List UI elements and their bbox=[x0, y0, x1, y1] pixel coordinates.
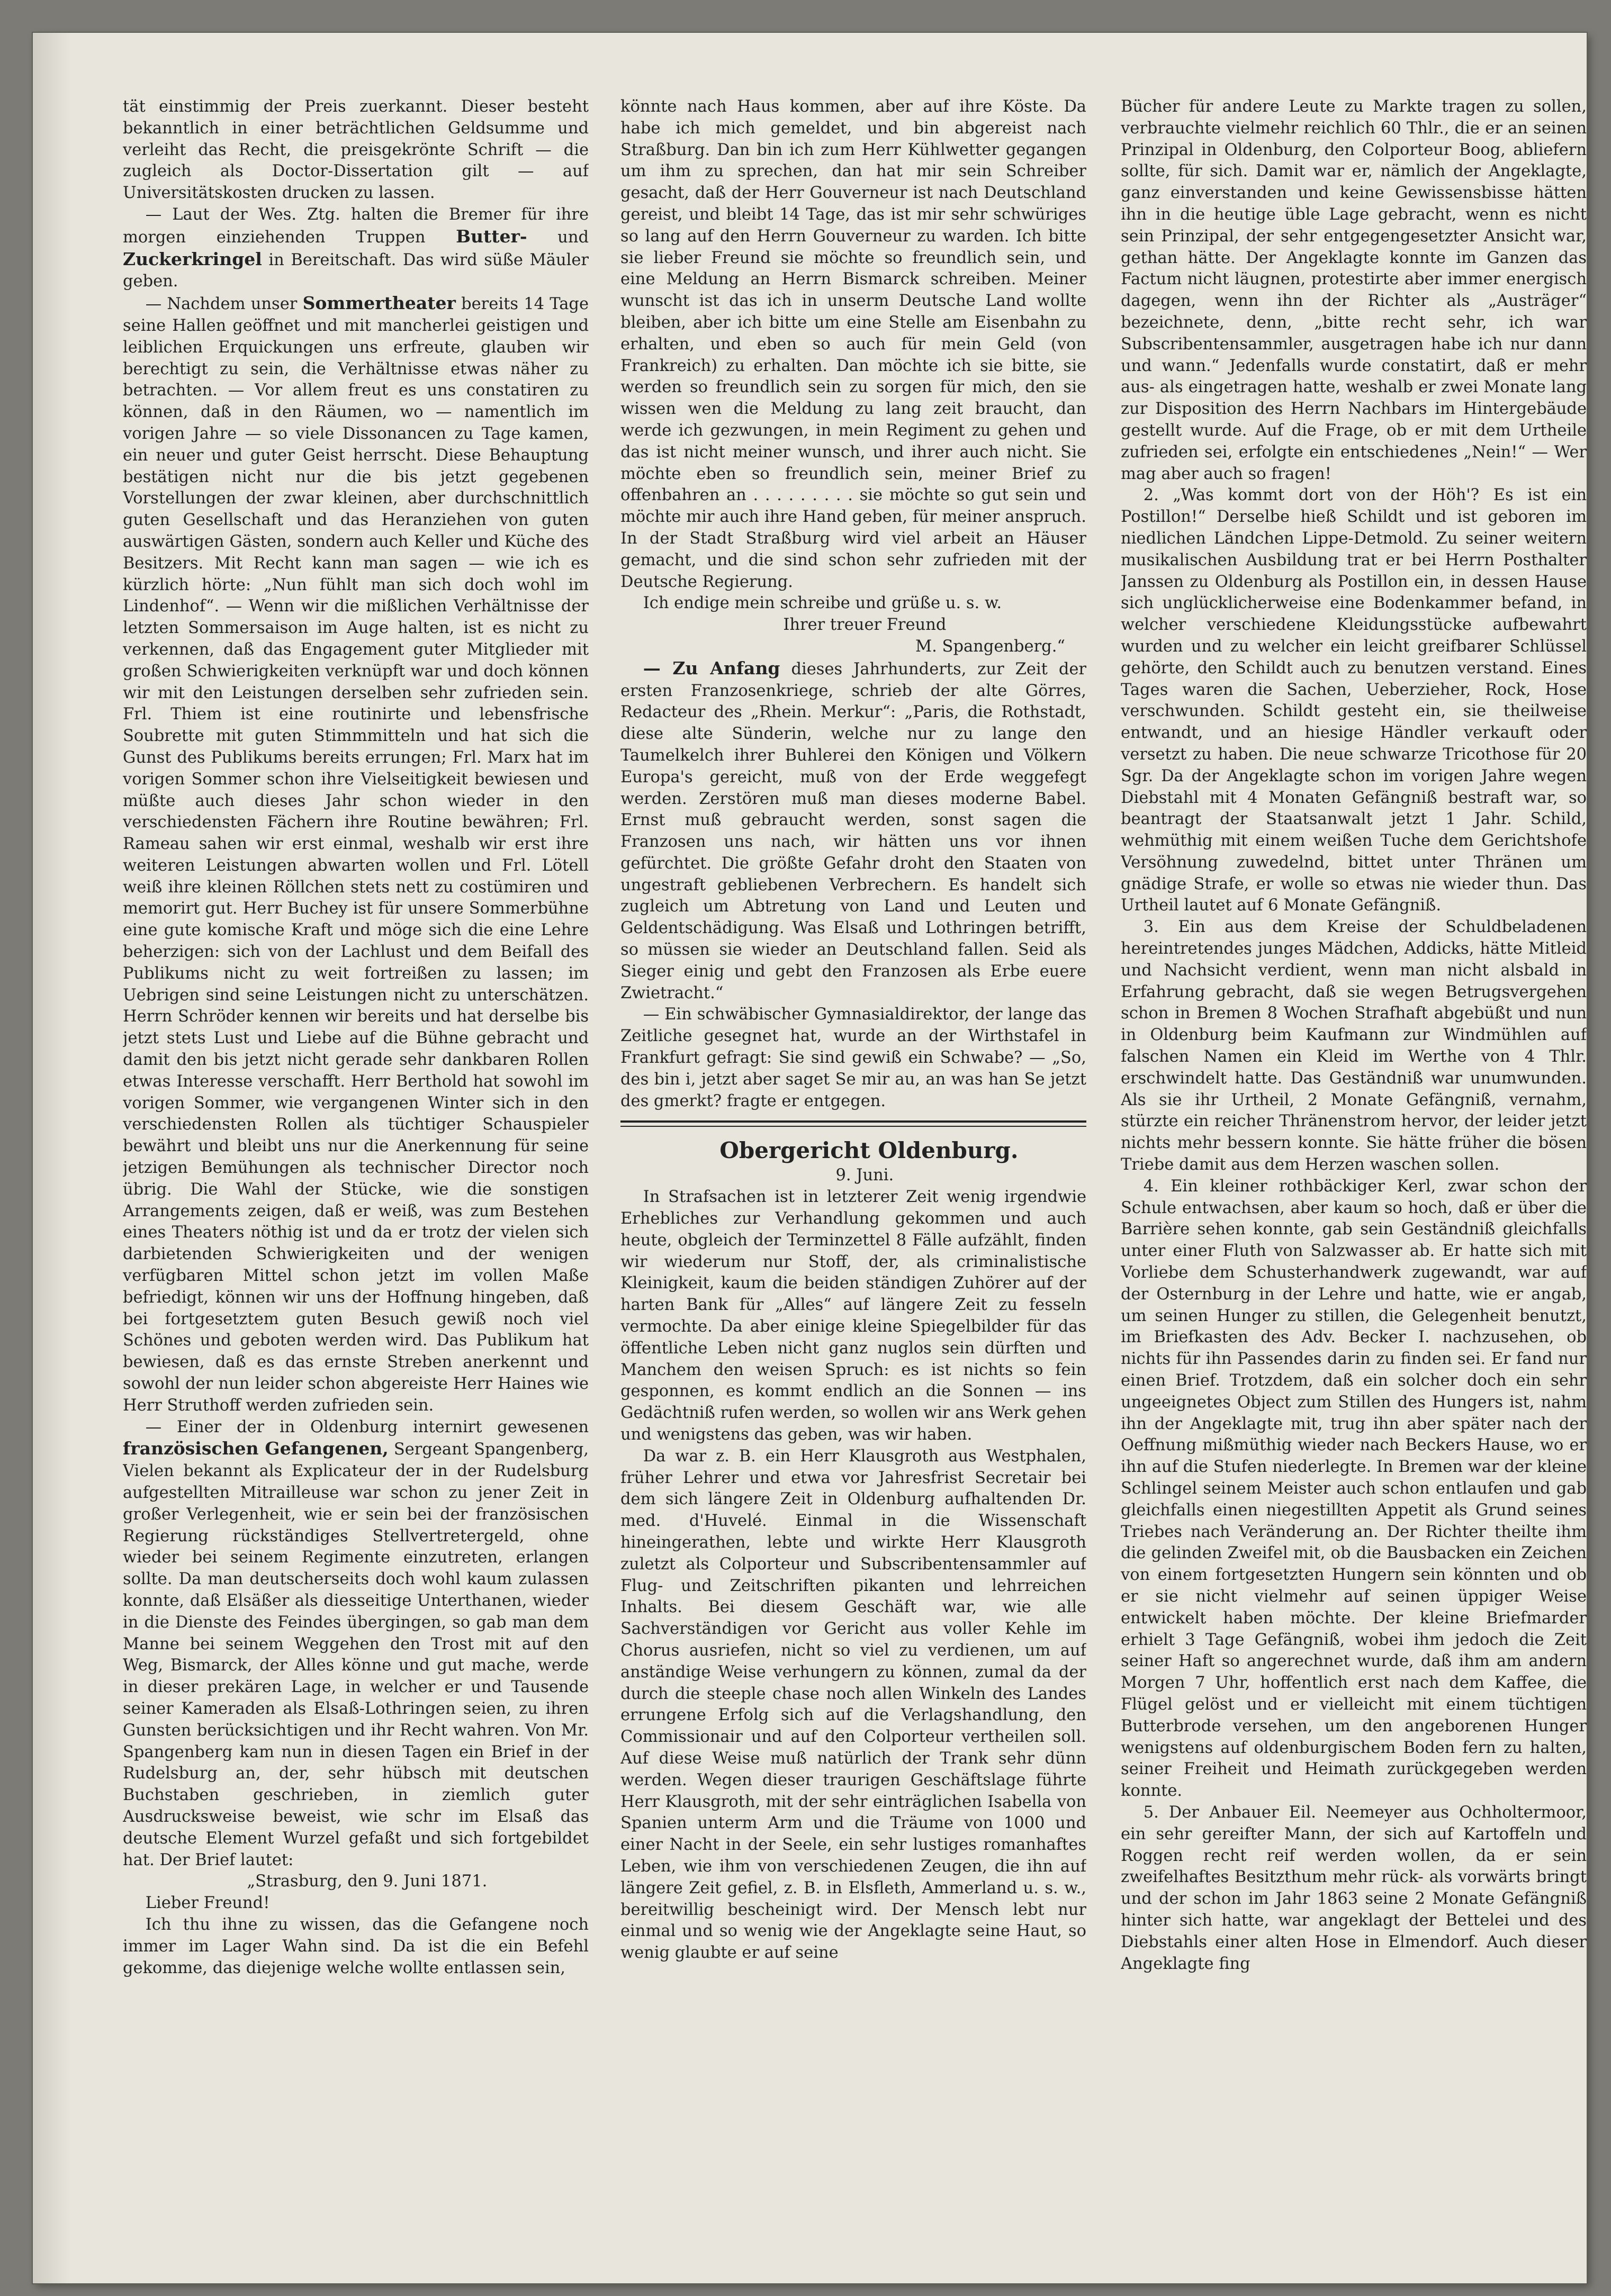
emphasis-sommertheater: Sommertheater bbox=[302, 293, 456, 314]
paragraph-case-2: 2. „Was kommt dort von der Höh'? Es ist ein Postillon!“ Derselbe hieß Schildt und ist geboren im niedlichen Ländchen Lippe-Detmold. Zu seiner weitern musikalischen Ausbildung trat er bei Herrn Posthalter Janssen zu Oldenburg als Postillon ein, in dessen Hause sich unglücklicherweise eine Bodenkammer befand, in welcher verschiedene Kleidungsstücke aufbewahrt wurden und zu welcher ein leicht greifbarer Schlüssel gehörte, den Schildt auch zu benutzen verstand. Eines Tages waren die Sachen, Ueberzieher, Rock, Hose verschwunden. Schildt gesteht ein, sie theilweise entwandt, und an hiesige Händler verkauft oder versetzt zu haben. Die neue schwarze Tricothose für 20 Sgr. Da der Angeklagte schon im vorigen Jahre wegen Diebstahl mit 4 Monaten Gefängniß bestraft war, so beantragt der Staatsanwalt jetzt 1 Jahr. Schild, wehmüthig mit einem weißen Tuche dem Gerichtshofe Versöhnung zuwedelnd, bittet unter Thränen um gnädige Strafe, er wolle so etwas nie wieder thun. Das Urtheil lautet auf 6 Monate Gefängniß. bbox=[1121, 486, 1587, 915]
paragraph-case-5: 5. Der Anbauer Eil. Neemeyer aus Ochholtermoor, ein sehr gereifter Mann, der sich auf Kartoffeln und Roggen recht reif werden wollen, da er sein zweifelhaftes Besitzthum mehr rück- als vorwärts bringt und der schon im Jahr 1863 seine 2 Monate Gefängniß hinter sich hatte, war angeklagt der Bettelei und des Diebstahls einer alten Hose in Elmendorf. Auch dieser Angeklagte fing bbox=[1121, 1803, 1587, 1973]
newspaper-page bbox=[33, 33, 1587, 2283]
text-run: — Einer der in Oldenburg internirt gewesenen bbox=[145, 1417, 589, 1436]
emphasis-zuckerkringel: Zuckerkringel bbox=[123, 248, 262, 269]
section-date: 9. Juni. bbox=[835, 1166, 894, 1185]
text-run: — Laut der Wes. Ztg. halten die Bremer für ihre morgen einziehenden Truppen bbox=[123, 205, 589, 247]
page-binding-edge bbox=[33, 33, 71, 2283]
paragraph-case-3: 3. Ein aus dem Kreise der Schuldbeladenen hereintretendes junges Mädchen, Addicks, hätte Mitleid und Nachsicht verdient, wenn man nicht alsbald in Erfahrung gebracht, daß sie wegen Betrugsvergehen schon in Bremen 8 Wochen Strafhaft abgebüßt und nun in Oldenburg beim Kaufmann zur Windmühlen auf falschen Namen ein Kleid im Werthe von 4 Thlr. erschwindelt hatte. Das Geständniß war unumwunden. Als sie ihr Urtheil, 2 Monate Gefängniß, vernahm, stürzte ein reicher Thränenstrom hervor, der leider jetzt nichts mehr bessern konnte. Sie hätte früher die bösen Triebe damit aus dem Herzen waschen sollen. bbox=[1121, 918, 1587, 1174]
letter-salutation: Lieber Freund! bbox=[145, 1894, 270, 1913]
paragraph-klausgroth: Da war z. B. ein Herr Klausgroth aus Westphalen, früher Lehrer und etwa vor Jahresfrist Secretair bei dem sich längere Zeit in Oldenburg aufhaltenden Dr. med. d'Huvelé. Einmal in die Wissenschaft hineingerathen, lebte und wirkte Herr Klausgroth zuletzt als Colporteur und Subscribentensammler auf Flug- und Zeitschriften pikanten und lehrreichen Inhalts. Bei diesem Geschäft war, wie alle Sachverständigen vor Gericht aus voller Kehle im Chorus ausriefen, nicht so viel zu verdienen, um auf anständige Weise verhungern zu können, zumal da der durch die steeple chase noch allen Winkeln des Landes errungene Erfolg sich auf die Verlagshandlung, den Commissionair und auf den Colporteur vertheilen soll. Auf diese Weise muß natürlich der Trank sehr dünn werden. Wegen dieser traurigen Geschäftslage führte Herr Klausgroth, mit der sehr einträglichen Isabella von Spanien unterm Arm und die Träume von 1000 und einer Nacht in der Seele, ein sehr lustiges romanhaftes Leben, wie ihm von verschiedenen Zeugen, die ihn auf längere Zeit gefiel, z. B. in Elsfleth, Ammerland u. s. w., bereitwillig bescheinigt wird. Der Mensch lebt nur einmal und so wenig wie der Angeklagte seine Haut, so wenig glaubte er auf seine bbox=[620, 1447, 1086, 1963]
text-run: bereits 14 Tage seine Hallen geöffnet und mit mancherlei geistigen und leiblichen Erquickungen uns erfreute, glauben wir berechtigt zu sein, die Verhältnisse etwas näher zu betrachten. — Vor allem freut es uns constatiren zu können, daß in den Räumen, wo — namentlich im vorigen Jahre — so viele Dissonancen zu Tage kamen, ein neuer und guter Geist herrscht. Diese Behauptung bestätigen nicht nur die bis jetzt gegebenen Vorstellungen der zwar kleinen, aber durchschnittlich guten Gesellschaft und das Heranziehen von guten auswärtigen Gästen, sondern auch Keller und Küche des Besitzers. Mit Recht kann man sagen — wie ich es kürzlich hörte: „Nun fühlt man sich doch wohl im Lindenhof“. — Wenn wir die mißlichen Verhältnisse der letzten Sommersaison im Auge halten, ist es nicht zu verkennen, daß das Engagement guter Mitglieder mit großen Schwierigkeiten verknüpft war und doch können wir mit den Leistungen derselben sehr zufrieden sein. Frl. Thiem ist eine routinirte und lebensfrische Soubrette mit guten Stimmmitteln und hat sich die Gunst des Publikums bereits errungen; Frl. Marx hat im vorigen Sommer schon ihre Vielseitigkeit bewiesen und müßte auch dieses Jahr schon wieder in den verschiedensten Fächern ihre Routine bewähren; Frl. Rameau sahen wir erst einmal, weshalb wir erst ihre weiteren Leistungen abwarten wollen und Frl. Lötell weiß ihre kleinen Röllchen stets nett zu costümiren und memorirt gut. Herr Buchey ist für unsere Sommerbühne eine gute komische Kraft und möge sich die eine Lehre beherzigen: sich von der Lachlust und dem Beifall des Publikums nicht zu weit fortreißen zu lassen; im Uebrigen sind seine Leistungen nicht zu unterschätzen. Herrn Schröder kennen wir bereits und hat derselbe bis jetzt stets Lust und Liebe auf die Bühne gebracht und damit den bis jetzt nicht gerade sehr dankbaren Rollen etwas Interesse verschafft. Herr Berthold hat sowohl im vorigen Sommer, wie vergangenen Winter sich in den verschiedensten Rollen als tüchtiger Schauspieler bewährt und bleibt uns nur die Anerkennung für seine jetzigen Bemühungen als technischer Director noch übrig. Die Wahl der Stücke, wie die sonstigen Arrangements zeigen, daß er weiß, was zum Bestehen eines Theaters nöthig ist und da er trotz der vielen sich darbietenden Schwierigkeiten und der wenigen verfügbaren Mittel schon jetzt im vollen Maße befriedigt, können wir uns der Hoffnung hingeben, daß bei fortgesetztem guten Besuch gewiß noch viel Schönes und geboten werden wird. Das Publikum hat bewiesen, daß es das ernste Streben anerkennt und sowohl der nun leider schon abgereiste Herr Haines wie Herr Struthoff werden zufrieden sein. bbox=[123, 295, 589, 1415]
letter-body-start: Ich thu ihne zu wissen, das die Gefangene noch immer im Lager Wahn sind. Da ist die ein Befehl gekomme, das diejenige welche wollte entlassen sein, bbox=[123, 1915, 589, 1977]
letter-signature-line: Ihrer treuer Freund bbox=[783, 616, 947, 635]
emphasis-butter: Butter- bbox=[456, 225, 527, 247]
paragraph-strafsachen: In Strafsachen ist in letzterer Zeit wenig irgendwie Erhebliches zur Verhandlung gekommen und auch heute, obgleich der Terminzettel 8 Fälle aufzählt, finden wir wiederum nur Stoff, der, als criminalistische Kleinigkeit, kaum die beiden ständigen Zuhörer auf der harten Bank für „Alles“ auf längere Zeit zu fesseln vermochte. Da aber einige kleine Spiegelbilder für das öffentliche Leben nicht ganz nuglos sein dürften und Manchem den weisen Spruch: es ist nichts so fein gesponnen, es kommt endlich an die Sonnen — ins Gedächtniß rufen werden, so wollen wir ans Werk gehen und wenigstens das geben, was wir haben. bbox=[620, 1188, 1086, 1444]
text-column-2 bbox=[620, 96, 1086, 2256]
letter-signature-name: M. Spangenberg.“ bbox=[915, 637, 1065, 656]
text-run: Sergeant Spangenberg, Vielen bekannt als Explicateur der in der Rudelsburg aufgestellten Mitrailleuse war schon zu jener Zeit in großer Verlegenheit, wie er sein bei der französischen Regierung rückständiges Stellvertretergeld, ohne wieder bei seinem Regimente einzutreten, erlangen sollte. Da man deutscherseits doch wohl kaum zulassen konnte, daß Elsäßer als diesseitige Unterthanen, wieder in die Dienste des Feindes übergingen, so gab man dem Manne bei seinem Weggehen den Trost mit auf den Weg, Bismarck, der Alles könne und gut mache, werde in dieser prekären Lage, in welcher er und Tausende seiner Kameraden als Elsaß-Lothringen seien, zu ihren Gunsten berücksichtigen und ihr Recht wahren. Von Mr. Spangenberg kam nun in diesen Tagen ein Brief in der Rudelsburg an, der, sehr hübsch mit deutschen Buchstaben geschrieben, in ziemlich guter Ausdrucksweise beweist, wie schr im Elsaß das deutsche Element Wurzel gefaßt und sich fortgebildet hat. Der Brief lautet: bbox=[123, 1440, 589, 1869]
section-divider bbox=[620, 1120, 1086, 1127]
text-run: dieses Jahrhunderts, zur Zeit der ersten Franzosenkriege, schrieb der alte Görres, Redacteur des „Rhein. Merkur“: „Paris, die Rothstadt, diese alte Sünderin, welche nur zu lange den Taumelkelch ihrer Buhlerei den Königen und Völkern Europa's gereicht, muß von der Erde weggefegt werden. Zerstören muß man dieses moderne Babel. Ernst muß gebraucht werden, sonst sagen die Franzosen uns nach, wir hätten uns vor ihnen gefürchtet. Die größte Gefahr droht den Staaten von ungestraft gebliebenen Verbrechern. Es handelt sich zugleich um Abtretung von Land und Leuten und Geldentschädigung. Was Elsaß und Lothringen betrifft, so müssen sie wieder an Deutschland fallen. Seid als Sieger einig und gebt den Franzosen als Erbe euere Zwietracht.“ bbox=[620, 659, 1086, 1002]
paragraph-sommertheater bbox=[123, 293, 589, 1416]
paragraph-schwabe: — Ein schwäbischer Gymnasialdirektor, der lange das Zeitliche gesegnet hat, wurde an der Wirthstafel in Frankfurt gefragt: Sie sind gewiß ein Schwabe? — „So, des bin i, jetzt aber saget Se mir au, an was han Se jetzt des gmerkt? fragte er entgegen. bbox=[620, 1005, 1086, 1110]
letter-date: „Strasburg, den 9. Juni 1871. bbox=[247, 1872, 488, 1891]
paragraph-preisschrift: tät einstimmig der Preis zuerkannt. Dieser besteht bekanntlich in einer beträchtlichen Geldsumme und verleiht das Recht, die preisgekrönte Schrift — die zugleich als Doctor-Dissertation gilt — auf Universitätskosten drucken zu lassen. bbox=[123, 97, 589, 203]
letter-closing: Ich endige mein schreibe und grüße u. s. w. bbox=[643, 594, 1002, 613]
text-column-3 bbox=[1121, 96, 1587, 2256]
text-run: in Bereitschaft. Das wird süße Mäuler geben. bbox=[123, 250, 589, 291]
paragraph-case-4: 4. Ein kleiner rothbäckiger Kerl, zwar schon der Schule entwachsen, aber kaum so hoch, daß er über die Barrière sehen konnte, gab sein Geständniß gleichfalls unter einer Fluth von Salzwasser ab. Er hatte sich mit Vorliebe dem Schusterhandwerk zugewandt, war auf der Osternburg in der Lehre und hatte, wie er angab, um seinen Hunger zu stillen, die Gelegenheit benutzt, im Briefkasten des Adv. Becker I. nachzusehen, ob nichts für ihn Passendes darin zu finden sei. Er fand nur einen Brief. Trotzdem, daß ein solcher doch ein sehr ungeeignetes Object zum Stillen des Hungers ist, nahm ihn der Angeklagte mit, trug ihn aber später nach der Oeffnung mißmüthig wieder nach Beckers Hause, wo er ihn auf die Stufen niederlegte. In Bremen war der kleine Schlingel seinem Meister auch schon entlaufen und gab gleichfalls einen niegestillten Appetit als Grund seines Triebes nach Veränderung an. Der Richter theilte ihm die gelinden Zweifel mit, ob die Bausbacken ein Zeichen von einem fortgesetzten Hungern sein könnten und ob er sie nicht vielmehr auf seinen üppiger Weise entwickelt haben möchte. Der kleine Briefmarder erhielt 3 Tage Gefängniß, wobei ihm jedoch die Zeit seiner Haft so angerechnet wurde, daß ihm am andern Morgen 7 Uhr, hoffentlich erst nach dem Kaffee, die Flügel gelöst und er vielleicht mit einem tüchtigen Butterbrode versehen, um den angeborenen Hunger wenigstens auf oldenburgischem Boden fern zu halten, seiner Freiheit und Heimath zurückgegeben werden konnte. bbox=[1121, 1177, 1587, 1801]
text-run: — Nachdem unser bbox=[145, 295, 303, 314]
paragraph-gefangenen bbox=[123, 1417, 589, 1872]
text-column-1 bbox=[123, 96, 589, 2256]
emphasis-zu-anfang: — Zu Anfang bbox=[643, 657, 780, 679]
paragraph-zu-anfang bbox=[620, 658, 1086, 1005]
emphasis-gefangenen: französischen Gefangenen, bbox=[123, 1438, 389, 1459]
text-run: und bbox=[527, 228, 589, 247]
letter-body-continued: könnte nach Haus kommen, aber auf ihre Köste. Da habe ich mich gemeldet, und bin abgereist nach Straßburg. Dan bin ich zum Herr Kühlwetter gegangen um ihm zu sprechen, dan hat mir sein Schreiber gesacht, daß der Herr Gouverneur ist nach Deutschland gereist, und bleibt 14 Tage, das ist mir sehr schwüriges so lang auf den Herrn Gouverneur zu warden. Ich bitte sie lieber Freund sie möchte so freundlich sein, und eine Meldung an Herrn Bismarck schreiben. Meiner wunscht ist das ich in unserm Deutsche Land wollte bleiben, aber ich bitte um eine Stelle am Eisenbahn zu erhalten, und eben so auch für mein Geld (von Frankreich) zu erhalten. Dan möchte ich sie bitte, sie werden so freundlich sein zu sorgen für mich, den sie wissen wen die Meldung zu lang zeit braucht, dan werde ich gezwungen, in mein Regiment zu gehen und das ist nicht meiner wunsch, und ihrer auch nicht. Sie möchte eben so freundlich sein, meiner Brief zu offenbahren an . . . . . . . . . sie möchte so gut sein und möchte mir auch ihre Hand geben, für meiner anspruch. In der Stadt Straßburg wird viel arbeit an Häuser gemacht, und die sind schon sehr zufrieden mit der Deutsche Regierung. bbox=[620, 97, 1086, 591]
section-heading: Obergericht Oldenburg. bbox=[719, 1137, 1019, 1164]
paragraph-bremer-truppen bbox=[123, 204, 589, 293]
paragraph-klausgroth-continued: Bücher für andere Leute zu Markte tragen zu sollen, verbrauchte vielmehr reichlich 60 Thlr., die er an seinen Prinzipal in Oldenburg, den Colporteur Boog, abliefern sollte, für sich. Damit war er, nämlich der Angeklagte, ganz einverstanden und keine Gewissensbisse hätten ihn in die heutige üble Lage gebracht, wenn es nicht sein Prinzipal, der sehr entgegengesetzter Ansicht war, gethan hätte. Der Angeklagte konnte im Ganzen das Factum nicht läugnen, protestirte aber immer energisch dagegen, wenn ihn der Richter als „Austräger“ bezeichnete, denn, „bitte recht sehr, ich war Subscribentensammler, ausgetragen habe ich nur dann und wann.“ Jedenfalls wurde constatirt, daß er mehr aus- als eingetragen hatte, weshalb er zwei Monate lang zur Disposition des Herrn Nachbars im Hintergebäude gestellt wurde. Auf die Frage, ob er mit dem Urtheile zufrieden sei, erfolgte ein entschiedenes „Nein!“ — Wer mag aber auch so fragen! bbox=[1121, 97, 1587, 483]
